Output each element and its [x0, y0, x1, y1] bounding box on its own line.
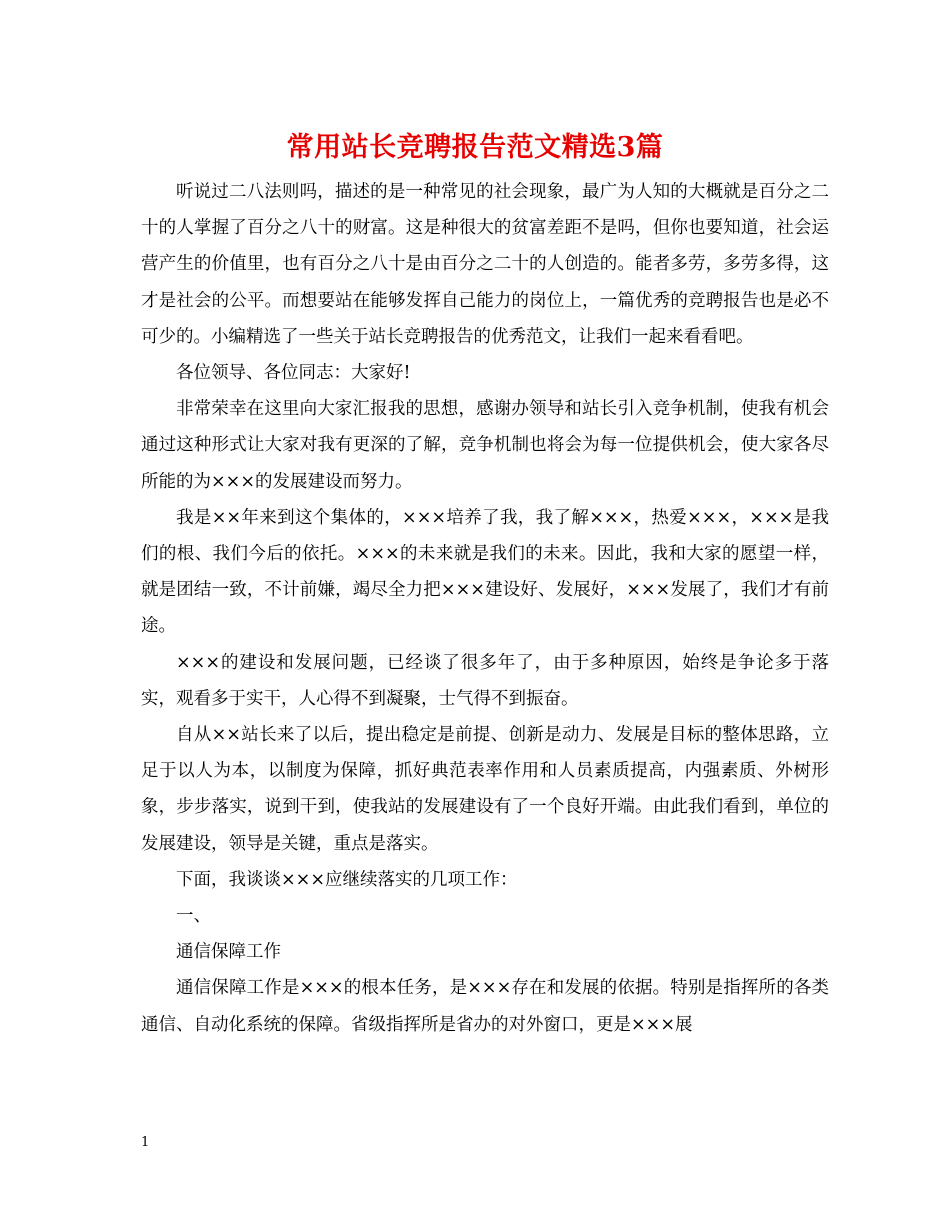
paragraph-background: 我是××年来到这个集体的，×××培养了我，我了解×××，热爱×××，×××是我们的根、我们今后的依托。×××的未来就是我们的未来。因此，我和大家的愿望一样，就是团结一致，不计前嫌，竭尽全力把×××建设好、发展好，×××发展了，我们才有前途。 [141, 507, 829, 637]
page-number: 1 [141, 1135, 150, 1150]
paragraph-intro: 听说过二八法则吗，描述的是一种常见的社会现象，最广为人知的大概就是百分之二十的人掌握了百分之八十的财富。这是种很大的贫富差距不是吗，但你也要知道，社会运营产生的价值里，也有百分之八十是由百分之二十的人创造的。能者多劳，多劳多得，这才是社会的公平。而想要站在能够发挥自己能力的岗位上，一篇优秀的竞聘报告也是必不可少的。小编精选了一些关于站长竞聘报告的优秀范文，让我们一起来看看吧。 [141, 182, 829, 347]
paragraph-leadership: 自从××站长来了以后，提出稳定是前提、创新是动力、发展是目标的整体思路，立足于以人为本，以制度为保障，抓好典范表率作用和人员素质提高，内强素质、外树形象，步步落实，说到干到，使我站的发展建设有了一个良好开端。由此我们看到，单位的发展建设，领导是关键，重点是落实。 [141, 725, 829, 854]
paragraph-problem: ×××的建设和发展问题，已经谈了很多年了，由于多种原因，始终是争论多于落实，观看多于实干，人心得不到凝聚，士气得不到振奋。 [141, 652, 829, 709]
paragraph-communication: 通信保障工作是×××的根本任务，是×××存在和发展的依据。特别是指挥所的各类通信、自动化系统的保障。省级指挥所是省办的对外窗口，更是×××展 [141, 978, 829, 1035]
paragraph-greeting: 各位领导、各位同志：大家好! [176, 363, 411, 384]
paragraph-work-intro: 下面，我谈谈×××应继续落实的几项工作： [176, 869, 518, 890]
paragraph-thanks: 非常荣幸在这里向大家汇报我的思想，感谢办领导和站长引入竞争机制，使我有机会通过这种形式让大家对我有更深的了解，竞争机制也将会为每一位提供机会，使大家各尽所能的为×××的发展建设而努力。 [141, 399, 829, 492]
document-body [141, 174, 829, 1043]
section-number: 一、 [176, 906, 211, 927]
section-heading: 通信保障工作 [176, 942, 281, 963]
document-title: 常用站长竞聘报告范文精选3篇 [286, 132, 664, 163]
